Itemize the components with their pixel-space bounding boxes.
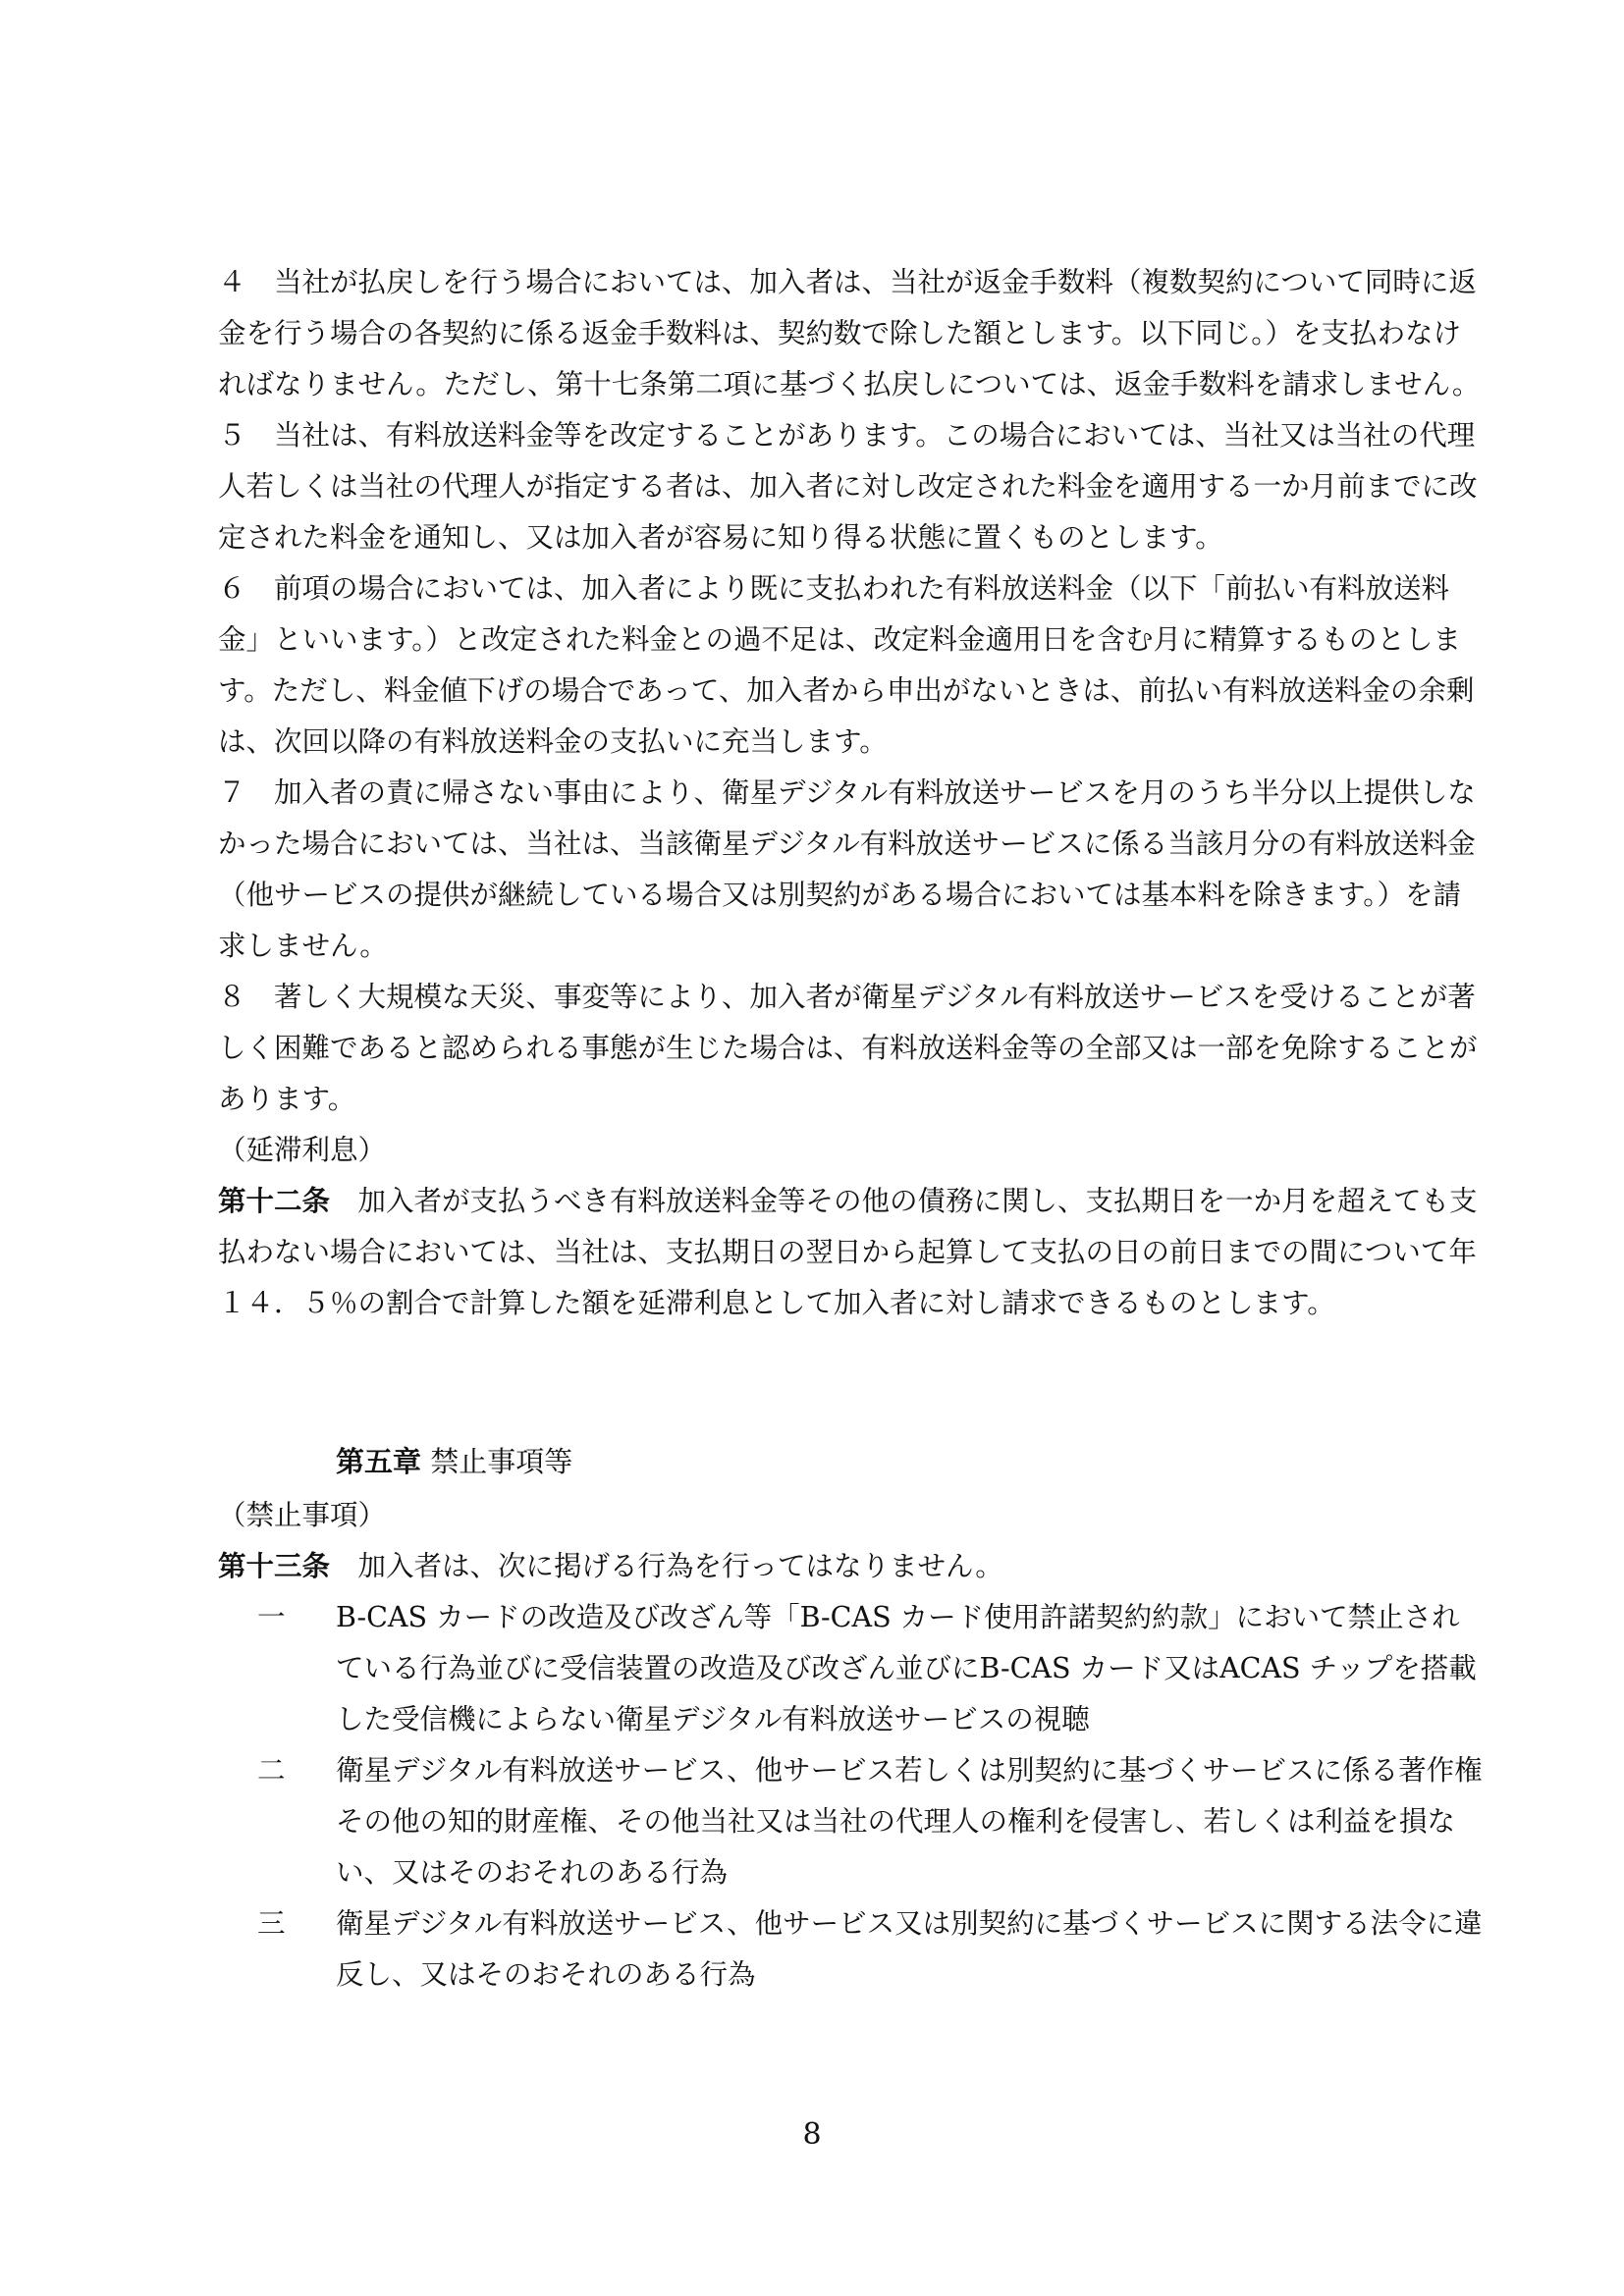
item-text: 衛星デジタル有料放送サービス、他サービス又は別契約に基づくサービスに関する法令に違反し、又はそのおそれのある行為: [336, 1907, 1483, 1991]
paragraph-8: ８ 著しく大規模な天災、事変等により、加入者が衛星デジタル有料放送サービスを受けることが著しく困難であると認められる事態が生じた場合は、有料放送料金等の全部又は一部を免除することがあります。: [218, 981, 1478, 1115]
article12-label: 第十二条: [218, 1185, 331, 1217]
article13-text: 加入者は、次に掲げる行為を行ってはなりません。: [330, 1550, 1003, 1582]
paragraph-5: ５ 当社は、有料放送料金等を改定することがあります。この場合においては、当社又は当社の代理人若しくは当社の代理人が指定する者は、加入者に対し改定された料金を適用する一か月前までに改定された料金を通知し、又は加入者が容易に知り得る状態に置くものとします。: [218, 419, 1478, 554]
article12-body: [218, 1176, 1485, 1329]
chapter-heading: [336, 1436, 572, 1487]
item-number: 二: [257, 1754, 286, 1787]
page-number: 8: [802, 2117, 822, 2152]
item-number: 三: [257, 1907, 286, 1940]
article13: [218, 1490, 1485, 2001]
article13-caption: （禁止事項）: [218, 1499, 387, 1531]
item-text: B-CAS カードの改造及び改ざん等「B-CAS カード使用許諾契約約款」において禁止されている行為並びに受信装置の改造及び改ざん並びにB-CAS カード又はACAS チップを搭載した受信機によらない衛星デジタル有料放送サービスの視聴: [336, 1601, 1477, 1735]
paragraph-6: ６ 前項の場合においては、加入者により既に支払われた有料放送料金（以下「前払い有料放送料金」といいます。）と改定された料金との過不足は、改定料金適用日を含む月に精算するものとします。ただし、料金値下げの場合であって、加入者から申出がないときは、前払い有料放送料金の余剰は、次回以降の有料放送料金の支払いに充当します。: [218, 572, 1475, 758]
paragraph-7: ７ 加入者の責に帰さない事由により、衛星デジタル有料放送サービスを月のうち半分以上提供しなかった場合においては、当社は、当該衛星デジタル有料放送サービスに係る当該月分の有料放送料金（他サービスの提供が継続している場合又は別契約がある場合においては基本料を除きます。）を請求しません。: [218, 776, 1476, 962]
list-item: [218, 1592, 1485, 1745]
article12-caption: （延滞利息）: [218, 1134, 387, 1166]
list-item: [218, 1898, 1485, 2001]
article13-body: [218, 1541, 1485, 1592]
item-text: 衛星デジタル有料放送サービス、他サービス若しくは別契約に基づくサービスに係る著作権その他の知的財産権、その他当社又は当社の代理人の権利を侵害し、若しくは利益を損ない、又はそのおそれのある行為: [336, 1754, 1483, 1889]
item-number: 一: [257, 1601, 286, 1633]
list-item: [218, 1745, 1485, 1898]
article13-label: 第十三条: [218, 1550, 331, 1582]
article11-continued: [218, 257, 1485, 1329]
chapter-title: 禁止事項等: [430, 1445, 573, 1478]
article12-text: 加入者が支払うべき有料放送料金等その他の債務に関し、支払期日を一か月を超えても支払わない場合においては、当社は、支払期日の翌日から起算して支払の日の前日までの間について年１４．５％の割合で計算した額を延滞利息として加入者に対し請求できるものとします。: [218, 1185, 1478, 1319]
chapter-number: 第五章: [336, 1445, 422, 1478]
paragraph-4: ４ 当社が払戻しを行う場合においては、加入者は、当社が返金手数料（複数契約について同時に返金を行う場合の各契約に係る返金手数料は、契約数で除した額とします。以下同じ。）を支払わなければなりません。ただし、第十七条第二項に基づく払戻しについては、返金手数料を請求しません。: [218, 266, 1481, 400]
